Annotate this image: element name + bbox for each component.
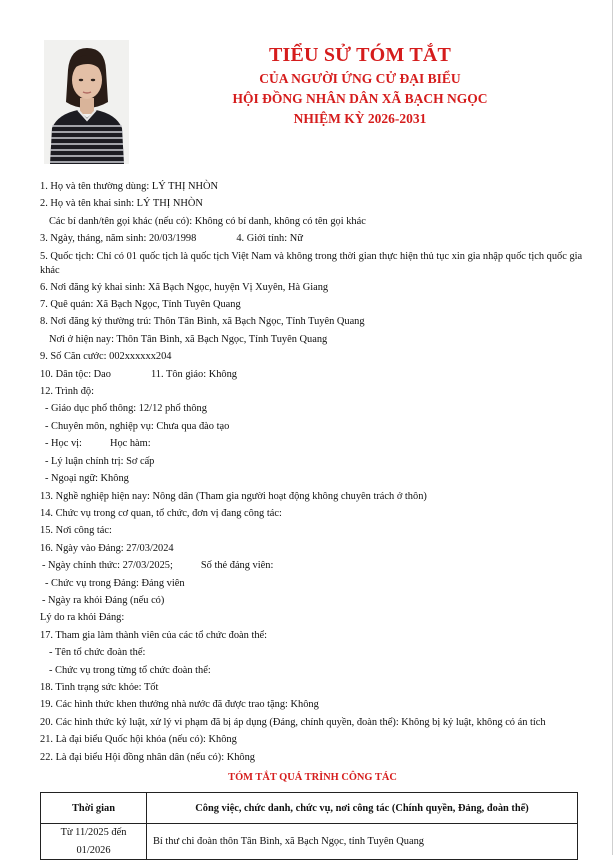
field-party-official <box>40 557 585 574</box>
field-organization-name: - Tên tổ chức đoàn thể: <box>49 647 146 659</box>
candidate-portrait-photo <box>44 40 129 164</box>
field-foreign-language: - Ngoại ngữ: Không <box>45 473 129 485</box>
document-title: TIỂU SỬ TÓM TẮT <box>268 44 452 66</box>
field-official-date: - Ngày chính thức: 27/03/2025; <box>42 560 173 572</box>
column-header-time: Thời gian <box>41 793 147 824</box>
field-religion: 11. Tôn giáo: Không <box>150 368 237 380</box>
field-party-exit-date: - Ngày ra khỏi Đảng (nếu có) <box>42 594 165 606</box>
field-birth-name: 2. Họ và tên khai sinh: LÝ THỊ NHÒN <box>40 198 203 210</box>
field-people-council: 22. Là đại biểu Hội đồng nhân dân (nếu có): Không <box>40 751 255 763</box>
header-line-3: NHIỆM KỲ 2026-2031 <box>293 111 427 126</box>
field-discipline: 20. Các hình thức kỷ luật, xử lý vi phạm đã bị áp dụng (Đảng, chính quyền, đoàn thể): Không bị kỷ luật, không có án tích <box>40 716 546 728</box>
work-summary-title: TÓM TẮT QUÁ TRÌNH CÔNG TÁC <box>228 772 397 783</box>
field-ethnicity-religion <box>40 366 585 383</box>
field-occupation: 13. Nghề nghiệp hiện nay: Nông dân (Tham gia người hoạt động không chuyên trách ở thôn) <box>40 490 427 502</box>
field-permanent-address: 8. Nơi đăng ký thường trú: Thôn Tân Bình, xã Bạch Ngọc, Tỉnh Tuyên Quang <box>40 316 365 328</box>
field-organizations: 17. Tham gia làm thành viên của các tổ chức đoàn thể: <box>40 629 268 641</box>
cell-time: Từ 11/2025 đến 01/2026 <box>41 824 147 860</box>
header-line-2: HỘI ĐỒNG NHÂN DÂN XÃ BẠCH NGỌC <box>232 91 488 106</box>
field-dob: 3. Ngày, tháng, năm sinh: 20/03/1998 <box>40 233 197 245</box>
field-dob-gender <box>40 230 585 247</box>
work-summary-table <box>40 792 578 860</box>
field-political-theory: - Lý luận chính trị: Sơ cấp <box>45 455 155 467</box>
field-gender: 4. Giới tính: Nữ <box>236 233 303 245</box>
field-academic-title: Học hàm: <box>109 438 151 450</box>
header-line-1: CỦA NGƯỜI ỨNG CỬ ĐẠI BIỂU <box>259 71 461 86</box>
column-header-work: Công việc, chức danh, chức vụ, nơi công tác (Chính quyền, Đảng, đoàn thể) <box>147 793 578 824</box>
field-party-card: Số thẻ đảng viên: <box>200 560 274 572</box>
field-professional-skill: - Chuyên môn, nghiệp vụ: Chưa qua đào tạo <box>45 420 230 432</box>
field-national-assembly: 21. Là đại biểu Quốc hội khóa (nếu có): Không <box>40 734 237 746</box>
field-common-name: 1. Họ và tên thường dùng: LÝ THỊ NHÒN <box>40 181 219 192</box>
field-degree: - Học vị: <box>45 438 82 450</box>
field-aliases: Các bí danh/tên gọi khác (nếu có): Không có bí danh, không có tên gọi khác <box>49 215 366 227</box>
table-header-row <box>41 793 578 824</box>
field-party-exit-reason: Lý do ra khỏi Đảng: <box>40 612 125 624</box>
cell-work: Bí thư chi đoàn thôn Tân Bình, xã Bạch Ngọc, tỉnh Tuyên Quang <box>147 824 578 860</box>
field-party-position: - Chức vụ trong Đảng: Đảng viên <box>45 577 185 589</box>
field-general-education: - Giáo dục phổ thông: 12/12 phổ thông <box>45 403 207 415</box>
field-organization-position: - Chức vụ trong từng tổ chức đoàn thể: <box>49 664 211 676</box>
field-degree-title <box>40 435 585 452</box>
field-current-address: Nơi ở hiện nay: Thôn Tân Bình, xã Bạch Ngọc, Tỉnh Tuyên Quang <box>49 333 328 345</box>
field-ethnicity: 10. Dân tộc: Dao <box>40 368 111 380</box>
biography-fields <box>40 178 585 860</box>
field-awards: 19. Các hình thức khen thưởng nhà nước đã được trao tặng: Không <box>40 699 319 711</box>
field-position: 14. Chức vụ trong cơ quan, tổ chức, đơn vị đang công tác: <box>40 507 282 519</box>
document-header <box>170 44 550 127</box>
field-birth-registration: 6. Nơi đăng ký khai sinh: Xã Bạch Ngọc, huyện Vị Xuyên, Hà Giang <box>40 281 329 293</box>
table-row <box>41 824 578 860</box>
field-id-number: 9. Số Căn cước: 002xxxxxx204 <box>40 351 172 363</box>
field-party-join-date: 16. Ngày vào Đảng: 27/03/2024 <box>40 542 174 554</box>
field-workplace: 15. Nơi công tác: <box>40 525 112 537</box>
field-hometown: 7. Quê quán: Xã Bạch Ngọc, Tỉnh Tuyên Quang <box>40 299 241 311</box>
field-nationality: 5. Quốc tịch: Chỉ có 01 quốc tịch là quốc tịch Việt Nam và không trong thời gian thực hiện thủ tục xin gia nhập quốc tịch quốc gia khác <box>40 250 583 276</box>
field-health: 18. Tình trạng sức khỏe: Tốt <box>40 681 159 693</box>
field-education-heading: 12. Trình độ: <box>40 386 94 398</box>
